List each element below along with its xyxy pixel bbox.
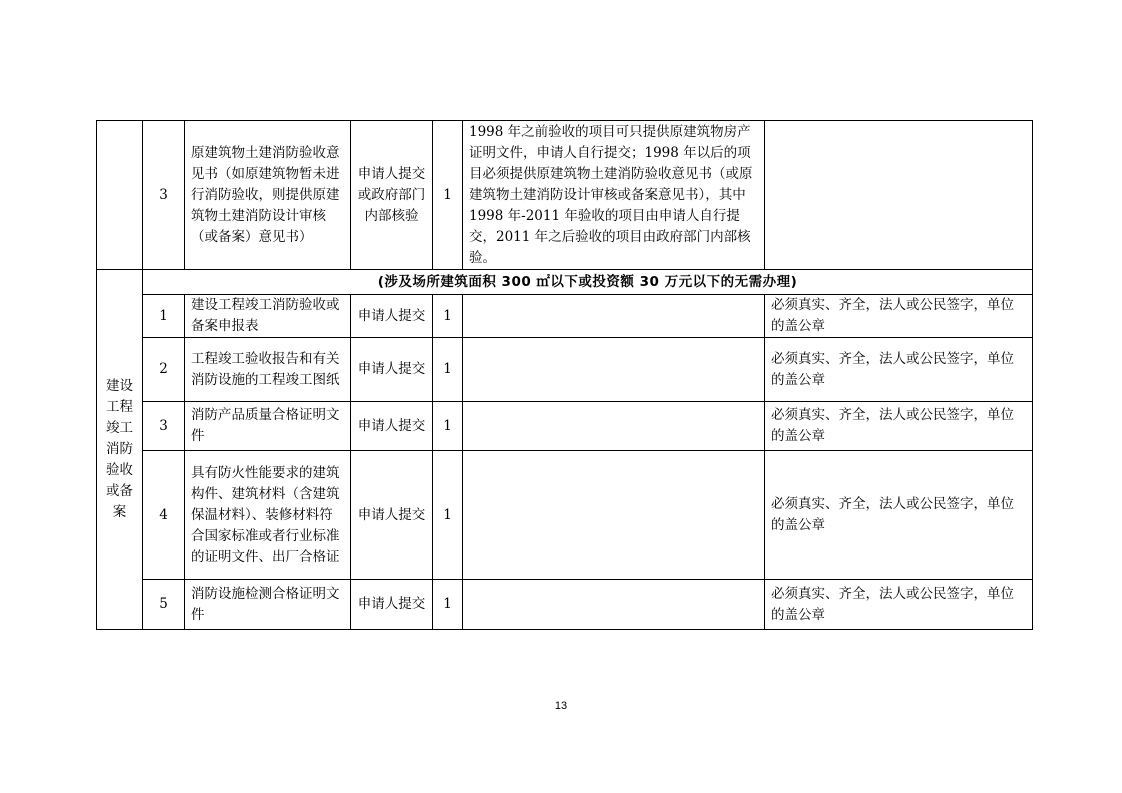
material-requirement [765, 121, 1033, 270]
row-number: 2 [143, 338, 185, 402]
row-number: 4 [143, 451, 185, 580]
page-number: 13 [554, 700, 568, 712]
copies-count: 1 [433, 121, 463, 270]
row-number: 5 [143, 580, 185, 630]
material-name: 原建筑物土建消防验收意见书（如原建筑物暂未进行消防验收，则提供原建筑物土建消防设计审核（或备案）意见书） [185, 121, 351, 270]
copies-count: 1 [433, 295, 463, 338]
copies-count: 1 [433, 580, 463, 630]
material-name: 建设工程竣工消防验收或备案申报表 [185, 295, 351, 338]
material-note: 1998 年之前验收的项目可只提供原建筑物房产证明文件，申请人自行提交；1998 年以后的项目必须提供原建筑物土建消防验收意见书（或原建筑物土建消防设计审核或备案意见书），其中 1998 年-2011 年验收的项目由申请人自行提交，2011 年之后验收的项目由政府部门内部核验。 [463, 121, 765, 270]
material-name: 具有防火性能要求的建筑构件、建筑材料（含建筑保温材料）、装修材料符合国家标准或者行业标准的证明文件、出厂合格证 [185, 451, 351, 580]
table-row [97, 338, 1033, 402]
material-name: 工程竣工验收报告和有关消防设施的工程竣工图纸 [185, 338, 351, 402]
table-row [97, 580, 1033, 630]
copies-count: 1 [433, 451, 463, 580]
material-requirement: 必须真实、齐全，法人或公民签字，单位的盖公章 [765, 402, 1033, 451]
submission-method: 申请人提交 [351, 580, 433, 630]
material-note [463, 295, 765, 338]
copies-count: 1 [433, 338, 463, 402]
submission-method: 申请人提交 [351, 295, 433, 338]
table-row [97, 295, 1033, 338]
submission-method: 申请人提交 [351, 338, 433, 402]
table-row [97, 451, 1033, 580]
section-banner-row [97, 270, 1033, 295]
material-requirement: 必须真实、齐全，法人或公民签字，单位的盖公章 [765, 295, 1033, 338]
category-cell-empty [97, 121, 143, 270]
material-requirement: 必须真实、齐全，法人或公民签字，单位的盖公章 [765, 451, 1033, 580]
table-row [97, 402, 1033, 451]
material-name: 消防产品质量合格证明文件 [185, 402, 351, 451]
material-note [463, 580, 765, 630]
submission-method: 申请人提交 [351, 402, 433, 451]
category-cell: 建设工程竣工消防验收或备案 [97, 270, 143, 630]
material-note [463, 451, 765, 580]
table-row [97, 121, 1033, 270]
submission-method: 申请人提交或政府部门内部核验 [351, 121, 433, 270]
material-requirement: 必须真实、齐全，法人或公民签字，单位的盖公章 [765, 338, 1033, 402]
submission-method: 申请人提交 [351, 451, 433, 580]
material-name: 消防设施检测合格证明文件 [185, 580, 351, 630]
material-note [463, 338, 765, 402]
row-number: 1 [143, 295, 185, 338]
copies-count: 1 [433, 402, 463, 451]
material-note [463, 402, 765, 451]
material-requirement: 必须真实、齐全，法人或公民签字，单位的盖公章 [765, 580, 1033, 630]
row-number: 3 [143, 121, 185, 270]
section-banner: (涉及场所建筑面积 300 ㎡以下或投资额 30 万元以下的无需办理) [143, 270, 1033, 295]
row-number: 3 [143, 402, 185, 451]
materials-table [96, 120, 1033, 630]
